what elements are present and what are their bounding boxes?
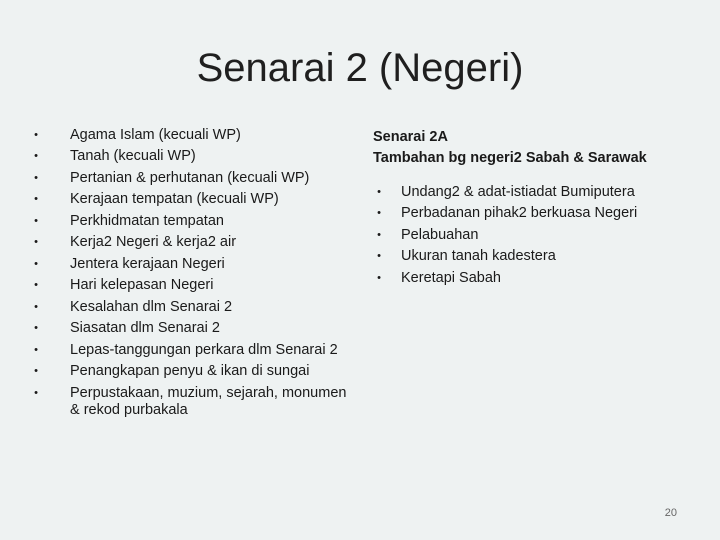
list-item: [30, 256, 350, 274]
right-bullet-list: [373, 184, 703, 288]
list-item: [30, 385, 350, 420]
list-item: [373, 270, 703, 288]
right-column: [373, 127, 703, 291]
bullet-icon: •: [34, 343, 38, 356]
list-item: [30, 213, 350, 231]
bullet-icon: •: [34, 129, 38, 141]
list-item: [30, 299, 350, 317]
list-item-text: Jentera kerajaan Negeri: [70, 255, 225, 272]
list-item-text: Keretapi Sabah: [401, 269, 501, 286]
bullet-icon: •: [377, 207, 381, 220]
bullet-icon: •: [34, 279, 38, 292]
bullet-icon: •: [34, 214, 38, 227]
list-item-text: Pelabuahan: [401, 226, 479, 243]
bullet-icon: •: [377, 228, 381, 241]
list-item: [30, 170, 350, 188]
list-item: [373, 184, 703, 202]
list-item: [30, 234, 350, 252]
bullet-icon: •: [377, 271, 381, 284]
list-item: [30, 277, 350, 295]
bullet-icon: •: [34, 150, 38, 163]
bullet-icon: •: [34, 365, 38, 378]
bullet-icon: •: [34, 236, 38, 249]
list-item-text: Pertanian & perhutanan (kecuali WP): [70, 169, 310, 186]
list-item-text: Agama Islam (kecuali WP): [70, 127, 241, 143]
bullet-icon: •: [34, 193, 38, 206]
left-bullet-list: [30, 127, 350, 420]
list-item-text: Ukuran tanah kadestera: [401, 248, 556, 265]
bullet-icon: •: [34, 322, 38, 335]
list-item: [373, 248, 703, 266]
list-item: [30, 320, 350, 338]
slide-title: Senarai 2 (Negeri): [196, 46, 524, 90]
left-column: [30, 127, 350, 424]
list-item-text: Undang2 & adat-istiadat Bumiputera: [401, 184, 635, 200]
list-item-text: Perpustakaan, muzium, sejarah, monumen & rekod purbakala: [70, 384, 347, 419]
list-item: [30, 191, 350, 209]
list-item: [373, 205, 703, 223]
bullet-icon: •: [377, 250, 381, 263]
list-item-text: Lepas-tanggungan perkara dlm Senarai 2: [70, 341, 338, 358]
list-item-text: Penangkapan penyu & ikan di sungai: [70, 363, 310, 380]
sub-heading-tambahan: Tambahan bg negeri2 Sabah & Sarawak: [373, 150, 647, 166]
list-item: [30, 342, 350, 360]
list-item-text: Perkhidmatan tempatan: [70, 212, 224, 229]
bullet-icon: •: [34, 300, 38, 313]
bullet-icon: •: [34, 386, 38, 399]
list-item-text: Perbadanan pihak2 berkuasa Negeri: [401, 205, 638, 222]
list-item-text: Hari kelepasan Negeri: [70, 277, 214, 294]
list-item: [30, 363, 350, 381]
bullet-icon: •: [377, 186, 381, 198]
sub-heading-senarai-2a: Senarai 2A: [373, 129, 448, 145]
list-item: [30, 127, 350, 145]
list-item-text: Kerja2 Negeri & kerja2 air: [70, 234, 237, 251]
list-item-text: Siasatan dlm Senarai 2: [70, 320, 220, 337]
list-item: [30, 148, 350, 166]
list-item-text: Tanah (kecuali WP): [70, 148, 196, 165]
page-number: 20: [664, 507, 677, 519]
bullet-icon: •: [34, 171, 38, 184]
list-item: [373, 227, 703, 245]
list-item-text: Kesalahan dlm Senarai 2: [70, 298, 233, 315]
bullet-icon: •: [34, 257, 38, 270]
list-item-text: Kerajaan tempatan (kecuali WP): [70, 191, 279, 208]
